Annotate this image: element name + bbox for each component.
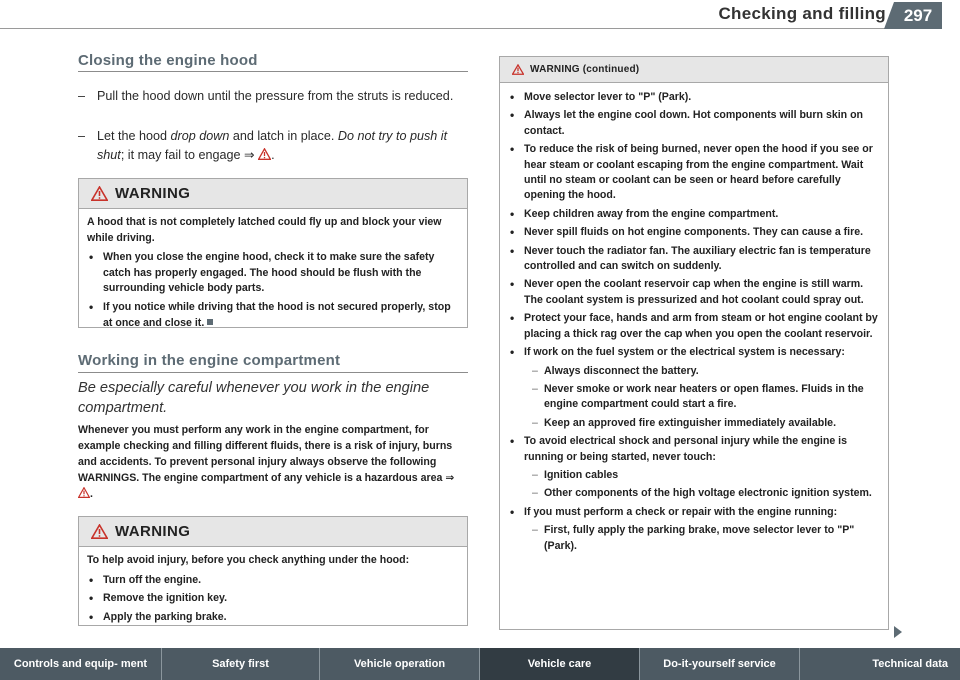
warning-bullet: • Keep children away from the engine compartment. [508, 207, 880, 222]
warning-sub-item: – Never smoke or work near heaters or open flames. Fluids in the engine compartment could start a fire. [508, 382, 880, 413]
page-header-title: Checking and filling [718, 4, 886, 23]
warning-intro: To help avoid injury, before you check anything under the hood: [87, 554, 410, 566]
warning-bullet: • Never touch the radiator fan. The auxiliary electric fan is temperature controlled and can switch on suddenly. [508, 244, 880, 275]
warning-bullet: • To avoid electrical shock and personal injury while the engine is running or being started, never touch: [508, 434, 880, 465]
warning-title: WARNING [115, 185, 191, 202]
warning-bullet: • Move selector lever to "P" (Park). [508, 90, 880, 105]
warning-bullet: • Remove the ignition key. [87, 591, 459, 607]
warning-box-before-check [78, 516, 468, 626]
warning-sub-item: – Keep an approved fire extinguisher immediately available. [508, 416, 880, 431]
warning-bullet: • If you must perform a check or repair with the engine running: [508, 505, 880, 520]
warning-triangle-icon [91, 524, 108, 539]
instruction-text: Pull the hood down until the pressure from the struts is reduced. [97, 89, 454, 103]
warning-bullet: • Apply the parking brake. [87, 610, 459, 626]
warning-sub-item: – Other components of the high voltage electronic ignition system. [508, 486, 880, 501]
footer-tab-safety[interactable]: Safety first [162, 648, 320, 680]
warning-intro: A hood that is not completely latched could fly up and block your view while driving. [87, 216, 442, 244]
end-square-icon [207, 319, 213, 325]
section-title-closing-hood: Closing the engine hood [78, 52, 258, 69]
warning-header [79, 517, 467, 547]
footer-tab-diy-service[interactable]: Do-it-yourself service [640, 648, 800, 680]
section-title-engine-compartment: Working in the engine compartment [78, 352, 341, 369]
warning-body [500, 83, 888, 561]
dash-marker: – [78, 129, 86, 143]
instruction-text: Let the hood drop down and latch in place. Do not try to push it shut; it may fail to engage ⇒ . [78, 127, 468, 166]
warning-body [79, 547, 467, 632]
warning-sub-item: – Ignition cables [508, 468, 880, 483]
warning-bullet: • If work on the fuel system or the electrical system is necessary: [508, 345, 880, 360]
continue-arrow-icon[interactable] [893, 625, 903, 642]
footer-tab-technical-data[interactable]: Technical data [800, 648, 960, 680]
section-intro: Be especially careful whenever you work in the engine compartment. [78, 380, 430, 416]
warning-title: WARNING (continued) [530, 64, 640, 75]
warning-triangle-icon[interactable] [258, 147, 271, 166]
footer-tab-vehicle-care[interactable]: Vehicle care [480, 648, 640, 680]
warning-body [79, 209, 467, 338]
header-rule [0, 28, 942, 29]
warning-bullet: • Turn off the engine. [87, 573, 459, 589]
warning-sub-item: – First, fully apply the parking brake, move selector lever to "P" (Park). [508, 523, 880, 554]
instruction-step-2 [78, 127, 468, 166]
warning-sub-item: – Always disconnect the battery. [508, 364, 880, 379]
warning-triangle-icon[interactable] [78, 487, 90, 503]
warning-header [500, 57, 888, 83]
section-body: Whenever you must perform any work in the engine compartment, for example checking and filling different fluids, there is a risk of injury, burns and accidents. To prevent personal injury always observe the following WARNINGS. The engine compartment of any vehicle is a hazardous area ⇒ . [78, 422, 468, 503]
warning-box-hood-latch [78, 178, 468, 328]
warning-title: WARNING [115, 523, 191, 540]
warning-bullet: • Never spill fluids on hot engine components. They can cause a fire. [508, 225, 880, 240]
section-rule [78, 372, 468, 373]
dash-marker: – [78, 89, 86, 103]
warning-bullet: • To reduce the risk of being burned, never open the hood if you see or hear steam or coolant escaping from the engine compartment. Wait until no steam or coolant can be seen or heard before carefully opening the hood. [508, 142, 880, 204]
footer-tab-vehicle-operation[interactable]: Vehicle operation [320, 648, 480, 680]
warning-box-continued [499, 56, 889, 630]
warning-header [79, 179, 467, 209]
warning-bullet: • Never open the coolant reservoir cap when the engine is still warm. The coolant system is pressurized and hot coolant could spray out. [508, 277, 880, 308]
warning-bullet: • When you close the engine hood, check it to make sure the safety catch has properly engaged. The hood should be flush with the surrounding vehicle body parts. [87, 250, 459, 297]
warning-bullet: • If you notice while driving that the hood is not secured properly, stop at once and close it. [87, 300, 459, 331]
instruction-step-1 [78, 87, 468, 106]
warning-bullet: • Always let the engine cool down. Hot components will burn skin on contact. [508, 108, 880, 139]
footer-navigation [0, 648, 960, 680]
section-rule [78, 71, 468, 72]
footer-tab-controls[interactable]: Controls and equip- ment [0, 648, 162, 680]
page-number-badge: 297 [894, 2, 942, 29]
warning-triangle-icon [91, 186, 108, 201]
warning-bullet: • Protect your face, hands and arm from steam or hot engine coolant by placing a thick rag over the cap when you open the coolant reservoir. [508, 311, 880, 342]
warning-triangle-icon [512, 64, 524, 75]
